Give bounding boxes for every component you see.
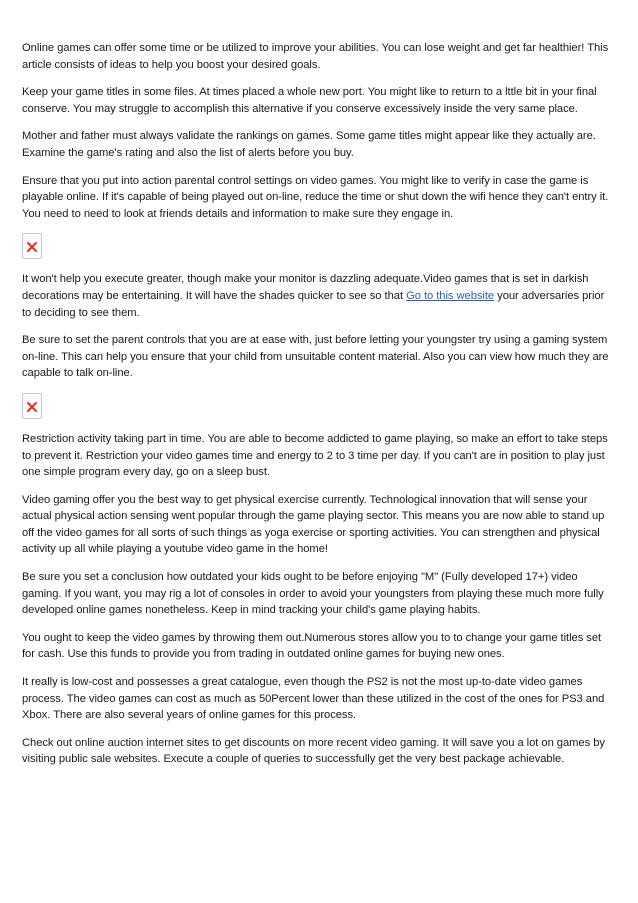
paragraph-intro: Online games can offer some time or be utilized to improve your abilities. You can lose weight and get far healthier! This article consists of ideas to help you boost your desired goals. xyxy=(22,42,609,71)
broken-image-icon xyxy=(22,393,42,419)
paragraph-ratings: Mother and father must always validate the rankings on games. Some game titles might appear like they actually are. Examine the game's rating and also the list of alerts before you buy. xyxy=(22,130,596,159)
paragraph-save-files: Keep your game titles in some files. At times placed a whole new port. You might like to return to a lttle bit in your final conserve. You may struggle to accomplish this alternative if you conserve excessively inside the very same place. xyxy=(22,86,597,115)
paragraph-monitor-brightness xyxy=(22,271,616,321)
paragraph-text-after-link: your adversaries prior to deciding to see them. xyxy=(22,289,605,319)
paragraph-ps2: It really is low-cost and possesses a great catalogue, even though the PS2 is not the most up-to-date video games process. The video games can cost as much as 50Percent lower than these utilized in the cost of the ones for PS3 and Xbox. There are also several years of online games for this process. xyxy=(22,676,605,722)
paragraph-auction-sites: Check out online auction internet sites to get discounts on more recent video gaming. It will save you a lot on games by visiting public sale websites. Execute a couple of queries to successfully get the very best package achievable. xyxy=(22,736,605,766)
go-to-website-link[interactable]: Go to this website xyxy=(406,289,495,302)
paragraph-parental-controls: Ensure that you put into action parental control settings on video games. You might like to verify in case the game is playable online. If it's capable of being played out on-line, reduce the time or shut down the wifi hence they can't entry it. You need to need to look at friends details and information to make sure they engage in. xyxy=(22,174,609,220)
paragraph-age-limits: Be sure you set a conclusion how outdated your kids ought to be before enjoying "M" (Fully developed 17+) video gaming. If you want, you may rig a lot of consoles in order to avoid your youngsters from playing these much more fully developed online games nonetheless. Keep in mind tracking your child's game playing habits. xyxy=(22,571,604,617)
paragraph-restrict-time: Restriction activity taking part in time. You are able to become addicted to game playing, so make an effort to take steps to prevent it. Restriction your video games time and energy to 2 to 3 time per day. If you can't are in position to play just one simple program every day, go on a sleep bust. xyxy=(22,432,608,479)
paragraph-trade-in: You ought to keep the video games by throwing them out.Numerous stores allow you to to change your game titles set for cash. Use this funds to provide you from trading in outdated online games for buying new ones. xyxy=(22,631,602,661)
paragraph-parent-controls-online: Be sure to set the parent controls that you are at ease with, just before letting your youngster try using a gaming system on-line. This can help you ensure that your child from unsuitable content material. Also you can view how much they are capable to talk on-line. xyxy=(22,334,609,380)
paragraph-text-before-link: It won't help you execute greater, though make your monitor is dazzling adequate.Video games that is set in darkish decorations may be entertaining. It will have the shades quicker to see so that xyxy=(22,273,589,302)
paragraph-physical-exercise: Video gaming offer you the best way to get physical exercise currently. Technological innovation that will sense your actual physical action sensing went popular through the game playing sector. This means you are now able to stand up off the video games for all sorts of such things as yoga exercise or sporting activities. You can strengthen and physical activity up all while playing a youtube video game in the home! xyxy=(22,493,605,556)
broken-image-icon xyxy=(22,233,42,259)
